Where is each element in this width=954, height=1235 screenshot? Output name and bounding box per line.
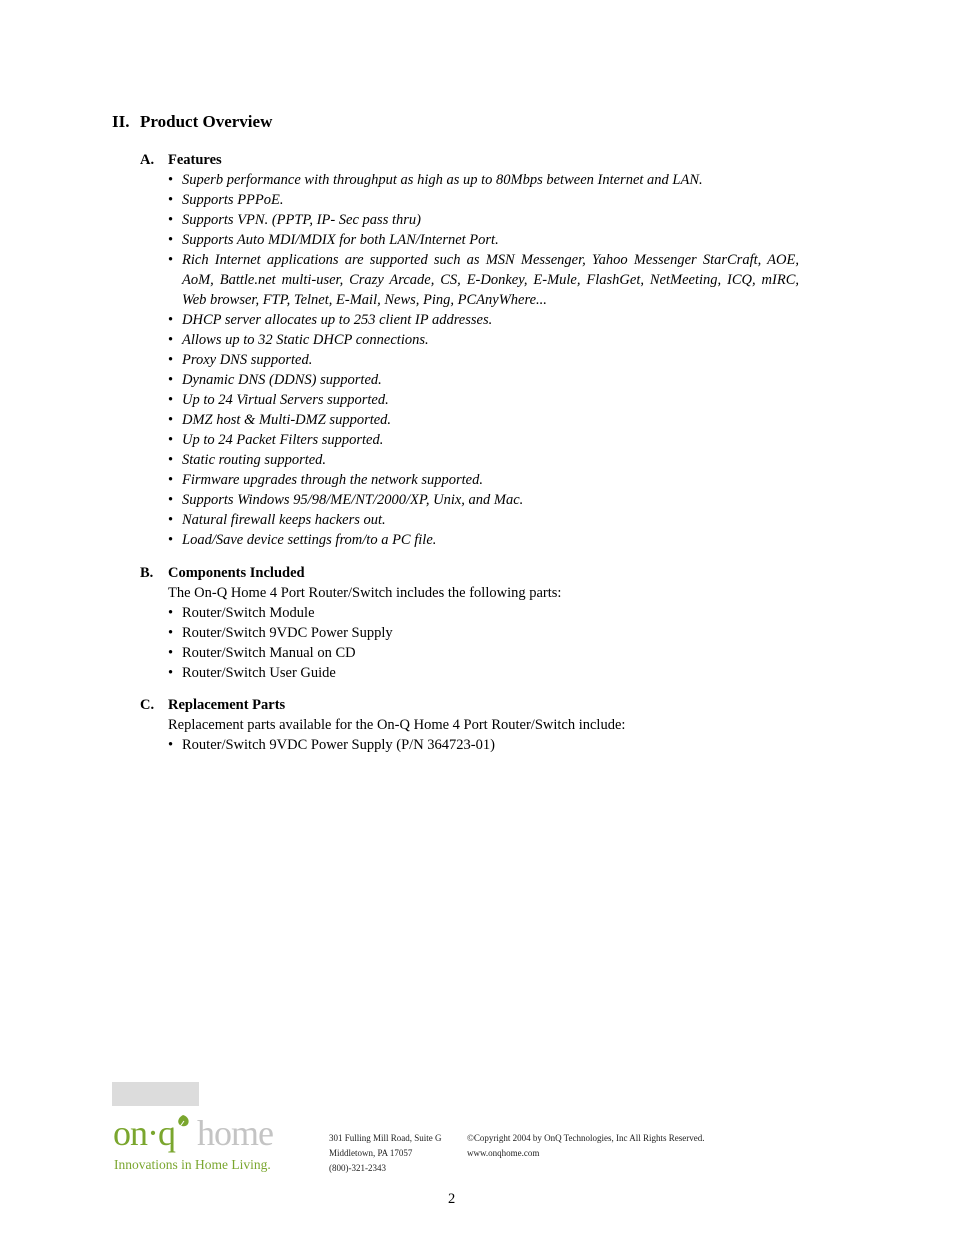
list-item-text: Dynamic DNS (DDNS) supported. — [182, 372, 382, 388]
phone: (800)-321-2343 — [329, 1163, 386, 1173]
bullet-icon: • — [168, 645, 174, 661]
bullet-icon: • — [168, 665, 174, 681]
replacement-intro: Replacement parts available for the On-Q Home 4 Port Router/Switch include: — [168, 717, 626, 733]
list-item-text: Router/Switch Manual on CD — [182, 645, 356, 661]
list-item-text: Router/Switch User Guide — [182, 665, 336, 681]
footer-address — [329, 1131, 442, 1176]
bullet-icon: • — [168, 252, 174, 268]
list-item — [168, 190, 799, 210]
list-item — [168, 530, 799, 550]
features-list — [140, 170, 799, 550]
replacement-letter: C. — [140, 697, 155, 713]
list-item-text: Supports Windows 95/98/ME/NT/2000/XP, Unix, and Mac. — [182, 492, 524, 508]
components-title-text: Components Included — [168, 565, 305, 581]
bullet-icon: • — [168, 372, 174, 388]
list-item — [168, 370, 799, 390]
list-item — [168, 310, 799, 330]
bullet-icon: • — [168, 452, 174, 468]
list-item-text: Up to 24 Packet Filters supported. — [182, 432, 384, 448]
list-item-text: Rich Internet applications are supported such as MSN Messenger, Yahoo Messenger StarCraft, AOE, AoM, Battle.net multi-user, Crazy Arcade, CS, E-Donkey, E-Mule, FlashGet, NetMeeting, ICQ, mIRC, Web browser, FTP, Telnet, E-Mail, News, Ping, PCAnyWhere... — [182, 252, 799, 308]
list-item — [168, 510, 799, 530]
bullet-icon: • — [168, 605, 174, 621]
bullet-icon: • — [168, 625, 174, 641]
bullet-icon: • — [168, 192, 174, 208]
replacement-section — [140, 695, 799, 755]
components-letter: B. — [140, 565, 154, 581]
components-intro: The On-Q Home 4 Port Router/Switch includes the following parts: — [168, 585, 562, 601]
list-item-text: Load/Save device settings from/to a PC file. — [182, 532, 437, 548]
bullet-icon: • — [168, 432, 174, 448]
list-item-text: Proxy DNS supported. — [182, 352, 313, 368]
onq-home-logo — [113, 1112, 273, 1156]
bullet-icon: • — [168, 532, 174, 548]
page-number: 2 — [448, 1191, 456, 1207]
features-title-text: Features — [168, 152, 222, 168]
replacement-title — [140, 695, 799, 715]
list-item-text: DHCP server allocates up to 253 client IP addresses. — [182, 312, 493, 328]
features-title — [140, 150, 799, 170]
list-item-text: Natural firewall keeps hackers out. — [182, 512, 386, 528]
list-item — [168, 390, 799, 410]
list-item-text: Router/Switch Module — [182, 605, 315, 621]
list-item — [168, 170, 799, 190]
features-section — [140, 150, 799, 550]
bullet-icon: • — [168, 512, 174, 528]
list-item — [168, 470, 799, 490]
features-letter: A. — [140, 152, 155, 168]
leaf-icon — [175, 1114, 191, 1130]
list-item — [168, 430, 799, 450]
components-title — [140, 563, 799, 583]
bullet-icon: • — [168, 312, 174, 328]
list-item-text: Up to 24 Virtual Servers supported. — [182, 392, 389, 408]
list-item — [168, 350, 799, 370]
list-item — [168, 250, 799, 310]
components-section — [140, 563, 799, 683]
list-item — [168, 643, 799, 663]
logo-brand: on·q — [113, 1113, 175, 1153]
address-line2: Middletown, PA 17057 — [329, 1148, 413, 1158]
list-item — [168, 410, 799, 430]
list-item — [168, 210, 799, 230]
list-item — [168, 735, 799, 755]
components-list — [140, 603, 799, 683]
list-item-text: Router/Switch 9VDC Power Supply — [182, 625, 393, 641]
list-item-text: Router/Switch 9VDC Power Supply (P/N 364723-01) — [182, 737, 495, 753]
tagline: Innovations in Home Living. — [114, 1157, 271, 1172]
list-item-text: Static routing supported. — [182, 452, 327, 468]
list-item-text: Supports VPN. (PPTP, IP- Sec pass thru) — [182, 212, 421, 228]
logo-accent-bar — [112, 1082, 199, 1106]
list-item-text: Supports PPPoE. — [182, 192, 284, 208]
bullet-icon: • — [168, 392, 174, 408]
heading-number: II. — [112, 112, 130, 131]
list-item — [168, 623, 799, 643]
list-item — [168, 490, 799, 510]
bullet-icon: • — [168, 232, 174, 248]
list-item — [168, 603, 799, 623]
heading-title: Product Overview — [140, 112, 273, 131]
bullet-icon: • — [168, 212, 174, 228]
bullet-icon: • — [168, 412, 174, 428]
list-item — [168, 230, 799, 250]
list-item — [168, 663, 799, 683]
list-item — [168, 330, 799, 350]
website-link[interactable]: www.onqhome.com — [467, 1148, 540, 1158]
bullet-icon: • — [168, 492, 174, 508]
bullet-icon: • — [168, 472, 174, 488]
bullet-icon: • — [168, 172, 174, 188]
bullet-icon: • — [168, 352, 174, 368]
replacement-list — [140, 735, 799, 755]
replacement-title-text: Replacement Parts — [168, 697, 286, 713]
list-item — [168, 450, 799, 470]
list-item-text: DMZ host & Multi-DMZ supported. — [182, 412, 392, 428]
list-item-text: Supports Auto MDI/MDIX for both LAN/Internet Port. — [182, 232, 499, 248]
copyright-text: ©Copyright 2004 by OnQ Technologies, Inc All Rights Reserved. — [467, 1133, 705, 1143]
list-item-text: Firmware upgrades through the network supported. — [182, 472, 483, 488]
section-heading — [112, 112, 272, 132]
bullet-icon: • — [168, 737, 174, 753]
list-item-text: Superb performance with throughput as high as up to 80Mbps between Internet and LAN. — [182, 172, 703, 188]
list-item-text: Allows up to 32 Static DHCP connections. — [182, 332, 429, 348]
footer-copyright — [467, 1131, 705, 1161]
logo-home: home — [197, 1113, 273, 1153]
bullet-icon: • — [168, 332, 174, 348]
address-line1: 301 Fulling Mill Road, Suite G — [329, 1133, 442, 1143]
